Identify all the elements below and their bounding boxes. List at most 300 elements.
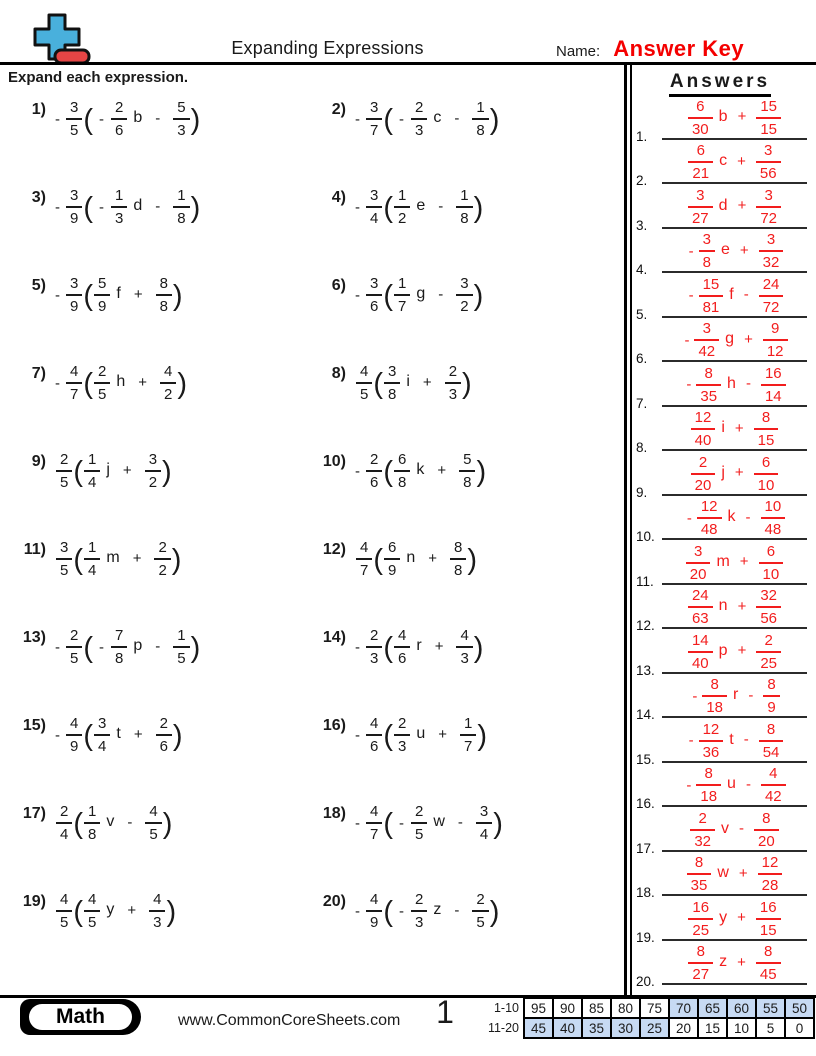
fraction	[84, 452, 100, 490]
fraction	[697, 499, 722, 537]
numerator: 2	[415, 803, 424, 820]
close-paren-icon: )	[473, 631, 484, 664]
expression	[662, 499, 807, 537]
expression	[55, 364, 187, 402]
operator: +	[744, 330, 753, 348]
fraction	[94, 716, 110, 754]
minus-sign: -	[99, 638, 105, 656]
fraction	[761, 499, 786, 537]
denominator: 5	[356, 382, 372, 402]
fraction	[756, 944, 781, 982]
operator: +	[737, 197, 747, 214]
operator: +	[138, 373, 148, 391]
expression	[355, 540, 477, 578]
minus-sign: -	[686, 376, 692, 393]
denominator: 48	[697, 517, 722, 537]
numerator: 3	[370, 187, 379, 204]
fraction	[394, 628, 410, 666]
expression	[662, 321, 807, 359]
denominator: 20	[691, 473, 716, 493]
minus-sign: -	[355, 902, 360, 920]
close-paren-icon: )	[489, 895, 500, 928]
grade-cell: 65	[698, 998, 727, 1018]
variable: p	[133, 637, 143, 654]
fraction	[445, 364, 461, 402]
problem-number: 7)	[31, 365, 46, 382]
fraction	[699, 722, 724, 760]
grade-cell: 25	[640, 1018, 669, 1038]
variable: k	[727, 508, 736, 525]
variable: u	[416, 725, 426, 742]
fraction	[56, 540, 72, 578]
problem-item	[0, 180, 300, 268]
minus-sign: -	[684, 331, 690, 349]
numerator: 24	[762, 275, 780, 293]
fraction	[384, 364, 400, 402]
answer-row	[636, 453, 814, 503]
problem-item	[0, 268, 300, 356]
fraction	[366, 276, 382, 314]
denominator: 25	[688, 918, 713, 938]
denominator: 72	[756, 206, 781, 226]
problem-item	[300, 356, 622, 444]
answer-blank-line	[662, 494, 807, 496]
problem-item	[300, 92, 622, 180]
answer-blank-line	[662, 894, 807, 896]
fraction	[366, 892, 382, 930]
denominator: 8	[450, 558, 466, 578]
open-paren-icon: (	[383, 279, 394, 312]
problems-area	[0, 92, 622, 972]
operator: -	[438, 197, 444, 215]
numerator: 4	[370, 715, 379, 732]
operator: -	[155, 109, 161, 127]
expression	[662, 633, 807, 671]
numerator: 1	[460, 187, 469, 204]
answers-title-wrap	[624, 65, 816, 97]
denominator: 2	[160, 382, 176, 402]
numerator: 3	[370, 275, 379, 292]
denominator: 5	[66, 118, 82, 138]
operator: +	[739, 553, 749, 570]
fraction	[154, 540, 170, 578]
operator: +	[737, 152, 746, 170]
variable: m	[716, 552, 730, 570]
denominator: 48	[761, 517, 786, 537]
answer-row	[636, 409, 814, 459]
operator: +	[428, 549, 438, 567]
answer-blank-line	[662, 672, 807, 674]
problem-number: 5)	[31, 277, 46, 294]
variable: b	[133, 109, 143, 126]
open-paren-icon: (	[383, 631, 394, 664]
expression	[355, 716, 487, 754]
variable: w	[433, 813, 445, 830]
open-paren-icon: (	[73, 455, 84, 488]
fraction	[754, 811, 779, 849]
fraction	[702, 677, 727, 715]
numerator: 2	[448, 363, 458, 380]
denominator: 2	[154, 558, 170, 578]
problem-item	[300, 444, 622, 532]
answer-number: 6.	[636, 351, 648, 366]
denominator: 5	[66, 646, 82, 666]
fraction	[699, 232, 715, 270]
minus-sign: -	[355, 198, 360, 216]
variable: f	[729, 285, 734, 303]
answer-number: 14.	[636, 707, 655, 722]
minus-sign: -	[55, 374, 60, 392]
numerator: 2	[98, 363, 107, 380]
expression	[355, 364, 472, 402]
numerator: 8	[704, 765, 713, 782]
operator: -	[745, 508, 751, 526]
answer-blank-line	[662, 583, 807, 585]
fraction	[688, 188, 713, 226]
answer-blank-line	[662, 939, 807, 941]
answer-blank-line	[662, 405, 807, 407]
expression	[55, 804, 172, 842]
answer-row	[636, 320, 814, 370]
operator: +	[737, 642, 747, 659]
expression	[662, 143, 807, 181]
answer-row	[636, 809, 814, 859]
denominator: 42	[694, 339, 719, 359]
operator: +	[122, 461, 132, 479]
operator: +	[127, 901, 137, 919]
grade-cell: 5	[756, 1018, 785, 1038]
fraction	[754, 455, 779, 493]
variable: v	[721, 819, 729, 837]
denominator: 9	[763, 695, 779, 715]
operator: -	[454, 901, 460, 919]
denominator: 8	[394, 470, 410, 490]
numerator: 2	[698, 809, 707, 827]
expression	[662, 766, 807, 804]
problem-number: 17)	[22, 805, 46, 822]
fraction	[456, 276, 472, 314]
numerator: 3	[370, 99, 379, 116]
numerator: 1	[115, 187, 124, 204]
numerator: 5	[177, 99, 186, 116]
problem-item	[0, 796, 300, 884]
operator: -	[743, 731, 749, 748]
operator: -	[155, 637, 161, 655]
variable: g	[725, 330, 735, 347]
fraction	[699, 277, 724, 315]
fraction	[758, 855, 783, 893]
operator: +	[434, 637, 444, 655]
fraction	[366, 716, 382, 754]
minus-sign: -	[55, 286, 60, 304]
answer-row	[636, 97, 814, 147]
close-paren-icon: )	[171, 543, 182, 576]
numerator: 6	[398, 451, 407, 468]
numerator: 4	[149, 803, 158, 820]
numerator: 3	[766, 231, 776, 248]
fraction	[394, 188, 410, 226]
expression	[662, 99, 807, 137]
fraction	[173, 100, 189, 138]
fraction	[763, 677, 779, 715]
numerator: 2	[698, 453, 708, 471]
grade-row	[487, 1018, 814, 1038]
denominator: 3	[411, 118, 427, 138]
denominator: 3	[111, 206, 127, 226]
denominator: 20	[754, 829, 779, 849]
operator: +	[737, 108, 747, 125]
numerator: 8	[696, 943, 705, 960]
problem-number: 4)	[331, 189, 346, 206]
answer-number: 1.	[636, 128, 648, 144]
fraction	[456, 628, 472, 666]
denominator: 18	[702, 695, 727, 715]
expression	[55, 716, 183, 754]
expression	[662, 366, 807, 404]
answer-number: 3.	[636, 217, 648, 233]
open-paren-icon: (	[83, 191, 94, 224]
variable: j	[106, 461, 110, 478]
denominator: 3	[456, 646, 472, 666]
answer-number: 13.	[636, 662, 655, 678]
denominator: 8	[456, 206, 472, 226]
answer-row	[636, 186, 814, 236]
denominator: 7	[460, 734, 476, 754]
operator: +	[734, 464, 744, 481]
numerator: 12	[694, 409, 712, 426]
fraction	[411, 804, 427, 842]
close-paren-icon: )	[172, 279, 183, 312]
problem-number: 10)	[322, 453, 346, 470]
answer-blank-line	[662, 138, 807, 140]
operator: +	[132, 549, 142, 567]
numerator: 8	[710, 676, 719, 693]
fraction	[472, 892, 488, 930]
page-number: 1	[436, 994, 454, 1030]
numerator: 3	[60, 539, 69, 556]
answer-number: 9.	[636, 484, 648, 500]
denominator: 54	[759, 740, 784, 760]
numerator: 32	[760, 587, 778, 604]
minus-sign: -	[692, 687, 698, 705]
close-paren-icon: )	[476, 455, 487, 488]
expression	[355, 276, 483, 314]
answer-row	[636, 631, 814, 681]
variable: r	[416, 637, 422, 654]
fraction	[173, 188, 189, 226]
denominator: 20	[686, 562, 711, 582]
open-paren-icon: (	[73, 807, 84, 840]
minus-sign: -	[355, 638, 360, 656]
fraction	[696, 766, 721, 804]
numerator: 2	[398, 715, 407, 732]
expression	[355, 628, 483, 666]
fraction	[394, 276, 410, 314]
answer-number: 11.	[636, 573, 654, 589]
answer-blank-line	[662, 360, 807, 362]
expression	[355, 188, 483, 226]
open-paren-icon: (	[83, 103, 94, 136]
open-paren-icon: (	[73, 895, 84, 928]
fraction	[384, 540, 400, 578]
numerator: 2	[415, 891, 424, 908]
numerator: 4	[398, 627, 407, 644]
expression	[55, 452, 172, 490]
fraction	[94, 364, 110, 402]
grade-cell: 45	[524, 1018, 553, 1038]
denominator: 35	[687, 873, 712, 893]
problem-item	[0, 356, 300, 444]
variable: t	[729, 730, 734, 748]
fraction	[94, 276, 110, 314]
fraction	[356, 364, 372, 402]
numerator: 14	[691, 631, 709, 649]
expression	[55, 892, 176, 930]
close-paren-icon: )	[190, 103, 201, 136]
numerator: 3	[696, 186, 705, 204]
answer-row	[636, 231, 814, 281]
close-paren-icon: )	[172, 719, 183, 752]
numerator: 8	[454, 539, 463, 556]
fraction	[411, 100, 427, 138]
fraction	[66, 628, 82, 666]
denominator: 30	[688, 117, 713, 137]
denominator: 63	[688, 606, 713, 626]
minus-sign: -	[355, 726, 360, 744]
answer-number: 19.	[636, 929, 655, 945]
problem-number: 8)	[331, 365, 346, 382]
answer-blank-line	[662, 316, 807, 318]
fraction	[756, 588, 781, 626]
denominator: 4	[84, 558, 100, 578]
denominator: 5	[411, 822, 427, 842]
numerator: 24	[691, 587, 709, 604]
grade-cell: 50	[785, 998, 814, 1018]
denominator: 9	[384, 558, 400, 578]
fraction	[160, 364, 176, 402]
expression	[662, 277, 807, 315]
open-paren-icon: (	[83, 367, 94, 400]
grade-cell: 95	[524, 998, 553, 1018]
numerator: 2	[764, 631, 773, 649]
denominator: 8	[384, 382, 400, 402]
denominator: 8	[472, 118, 488, 138]
variable: m	[106, 549, 120, 566]
numerator: 1	[398, 275, 407, 292]
numerator: 4	[769, 765, 778, 782]
math-badge	[20, 999, 141, 1035]
denominator: 10	[754, 473, 779, 493]
grade-cell: 10	[727, 1018, 756, 1038]
answer-number: 8.	[636, 440, 648, 455]
answer-number: 16.	[636, 796, 655, 811]
denominator: 6	[366, 470, 382, 490]
fraction	[84, 804, 100, 842]
minus-sign: -	[399, 110, 405, 128]
answer-number: 2.	[636, 173, 648, 188]
problem-item	[300, 180, 622, 268]
expression	[662, 944, 807, 982]
problem-item	[300, 796, 622, 884]
denominator: 15	[754, 428, 779, 448]
fraction	[686, 544, 711, 582]
numerator: 8	[761, 409, 771, 426]
problem-number: 2)	[331, 101, 346, 118]
denominator: 6	[156, 734, 172, 754]
answer-number: 20.	[636, 974, 655, 989]
denominator: 8	[699, 250, 715, 270]
denominator: 8	[84, 822, 100, 842]
numerator: 3	[70, 99, 79, 116]
expression	[662, 188, 807, 226]
fraction	[694, 321, 719, 359]
numerator: 4	[70, 363, 79, 380]
denominator: 3	[394, 734, 410, 754]
numerator: 6	[696, 142, 705, 159]
grade-cell: 30	[611, 1018, 640, 1038]
close-paren-icon: )	[177, 367, 188, 400]
numerator: 5	[98, 275, 107, 292]
fraction	[366, 804, 382, 842]
open-paren-icon: (	[383, 807, 394, 840]
answer-blank-line	[662, 627, 807, 629]
denominator: 7	[366, 822, 382, 842]
answer-number: 15.	[636, 751, 655, 767]
numerator: 10	[764, 498, 782, 515]
fraction	[84, 892, 100, 930]
operator: -	[454, 109, 460, 127]
variable: h	[116, 373, 126, 390]
denominator: 40	[688, 651, 713, 671]
answer-number: 4.	[636, 262, 648, 277]
numerator: 12	[700, 498, 718, 515]
denominator: 7	[66, 382, 82, 402]
numerator: 1	[398, 187, 407, 204]
operator: +	[738, 864, 748, 882]
grade-cell: 20	[669, 1018, 698, 1038]
answer-row	[636, 765, 814, 815]
name-block	[556, 36, 744, 62]
fraction	[366, 100, 382, 138]
fraction	[759, 544, 784, 582]
open-paren-icon: (	[83, 631, 94, 664]
problem-number: 15)	[22, 717, 46, 734]
fraction	[394, 716, 410, 754]
fraction	[756, 143, 781, 181]
expression	[662, 811, 807, 849]
fraction	[366, 188, 382, 226]
denominator: 7	[366, 118, 382, 138]
numerator: 2	[476, 891, 485, 908]
denominator: 8	[111, 646, 127, 666]
numerator: 4	[164, 363, 173, 380]
problem-number: 18)	[322, 805, 346, 822]
answer-blank-line	[662, 449, 807, 451]
numerator: 3	[388, 363, 397, 380]
grade-range-label: 1-10	[487, 998, 524, 1018]
denominator: 3	[366, 646, 382, 666]
expression	[355, 804, 503, 842]
numerator: 1	[177, 627, 186, 644]
operator: +	[438, 725, 448, 743]
grade-cell: 40	[553, 1018, 582, 1038]
denominator: 6	[111, 118, 127, 138]
expression	[55, 276, 183, 314]
variable: t	[116, 725, 121, 742]
minus-sign: -	[99, 110, 105, 128]
denominator: 3	[445, 382, 461, 402]
numerator: 2	[415, 99, 424, 116]
